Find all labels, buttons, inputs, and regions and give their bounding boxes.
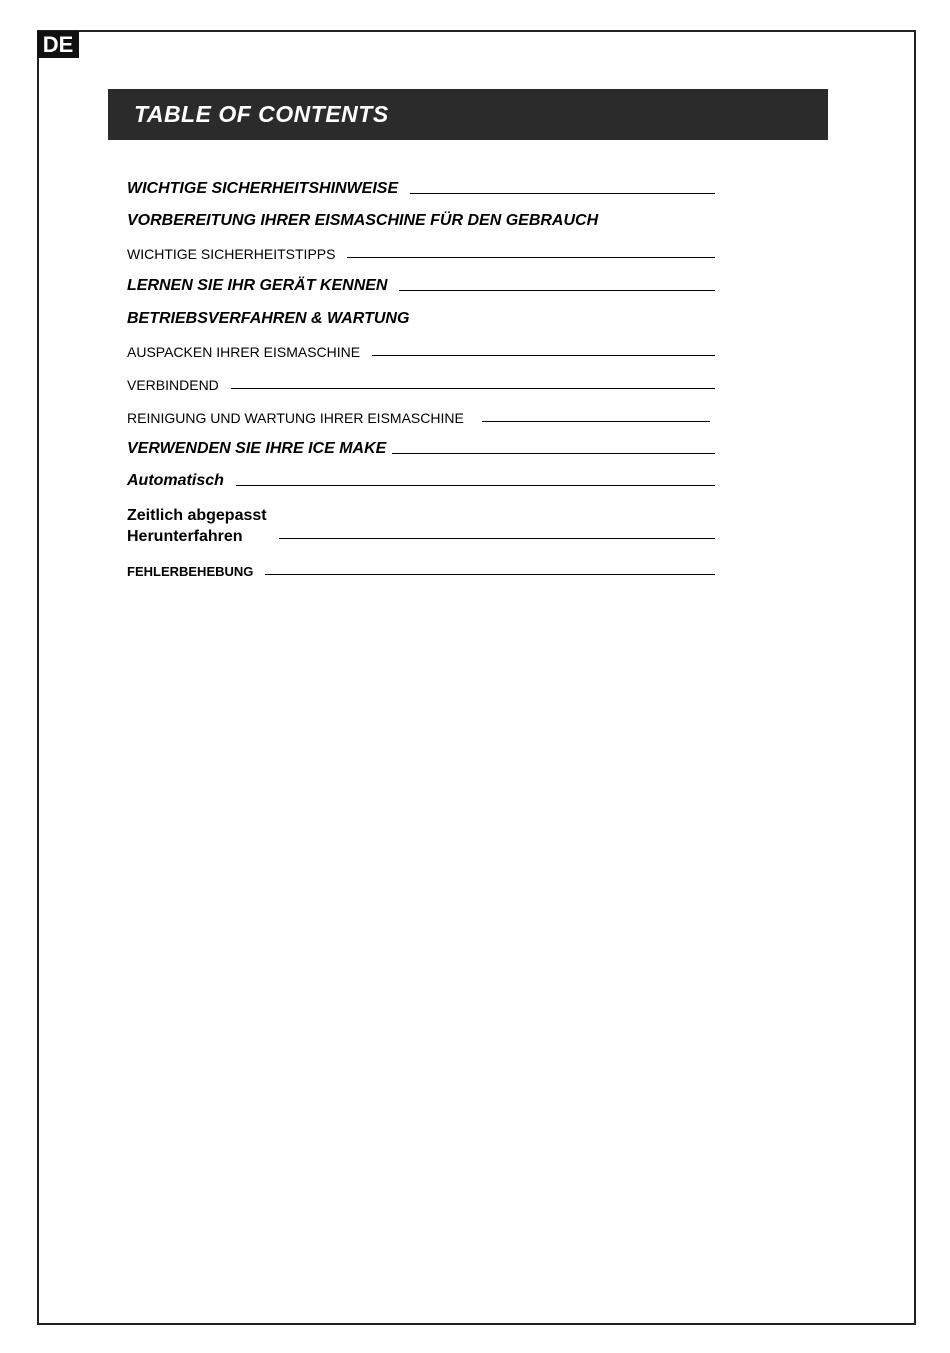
toc-entry-label: Automatisch <box>127 472 224 489</box>
page-title: TABLE OF CONTENTS <box>134 101 389 127</box>
toc-leader-line <box>482 420 710 422</box>
toc-entry-timed-shutdown[interactable] <box>127 505 715 547</box>
toc-leader-line <box>231 387 715 389</box>
toc-entry-automatic[interactable] <box>127 472 715 490</box>
toc-title-bar <box>108 89 828 140</box>
toc-entry-using-ice-maker[interactable] <box>127 440 715 458</box>
toc-entry-connecting[interactable] <box>127 377 715 393</box>
toc-entry-cleaning[interactable] <box>127 410 710 426</box>
toc-leader-line <box>279 537 715 539</box>
toc-entry-label <box>127 505 267 547</box>
toc-leader-line <box>236 484 715 486</box>
toc-leader-line <box>372 354 715 356</box>
toc-entry-troubleshooting[interactable] <box>127 564 715 579</box>
toc-entry-label: WICHTIGE SICHERHEITSTIPPS <box>127 246 336 262</box>
toc-entry-label: FEHLERBEHEBUNG <box>127 564 254 579</box>
toc-entry-label: VERWENDEN SIE IHRE ICE MAKE <box>127 440 387 457</box>
toc-entry-preparation[interactable] <box>127 212 715 230</box>
language-badge: DE <box>37 31 79 58</box>
toc-leader-line <box>347 256 715 258</box>
toc-entry-label: LERNEN SIE IHR GERÄT KENNEN <box>127 277 388 294</box>
toc-entry-label: BETRIEBSVERFAHREN & WARTUNG <box>127 310 410 327</box>
toc-entry-label: WICHTIGE SICHERHEITSHINWEISE <box>127 180 399 197</box>
toc-leader-line <box>392 452 715 454</box>
toc-entry-label-line2: Herunterfahren <box>127 528 243 545</box>
toc-entry-unpacking[interactable] <box>127 344 715 360</box>
toc-leader-line <box>410 192 715 194</box>
toc-entry-operation-maintenance[interactable] <box>127 310 715 328</box>
toc-entry-label-line1: Zeitlich abgepasst <box>127 507 267 524</box>
toc-leader-line <box>399 289 715 291</box>
toc-entry-safety-notes[interactable] <box>127 180 715 198</box>
toc-entry-know-your-device[interactable] <box>127 277 715 295</box>
toc-leader-line <box>265 573 715 575</box>
toc-entry-label: VERBINDEND <box>127 377 219 393</box>
toc-entry-label: AUSPACKEN IHRER EISMASCHINE <box>127 344 361 360</box>
toc-entry-label: REINIGUNG UND WARTUNG IHRER EISMASCHINE <box>127 410 464 426</box>
toc-entry-safety-tips[interactable] <box>127 246 715 262</box>
toc-entry-label: VORBEREITUNG IHRER EISMASCHINE FÜR DEN GEBRAUCH <box>127 212 599 229</box>
